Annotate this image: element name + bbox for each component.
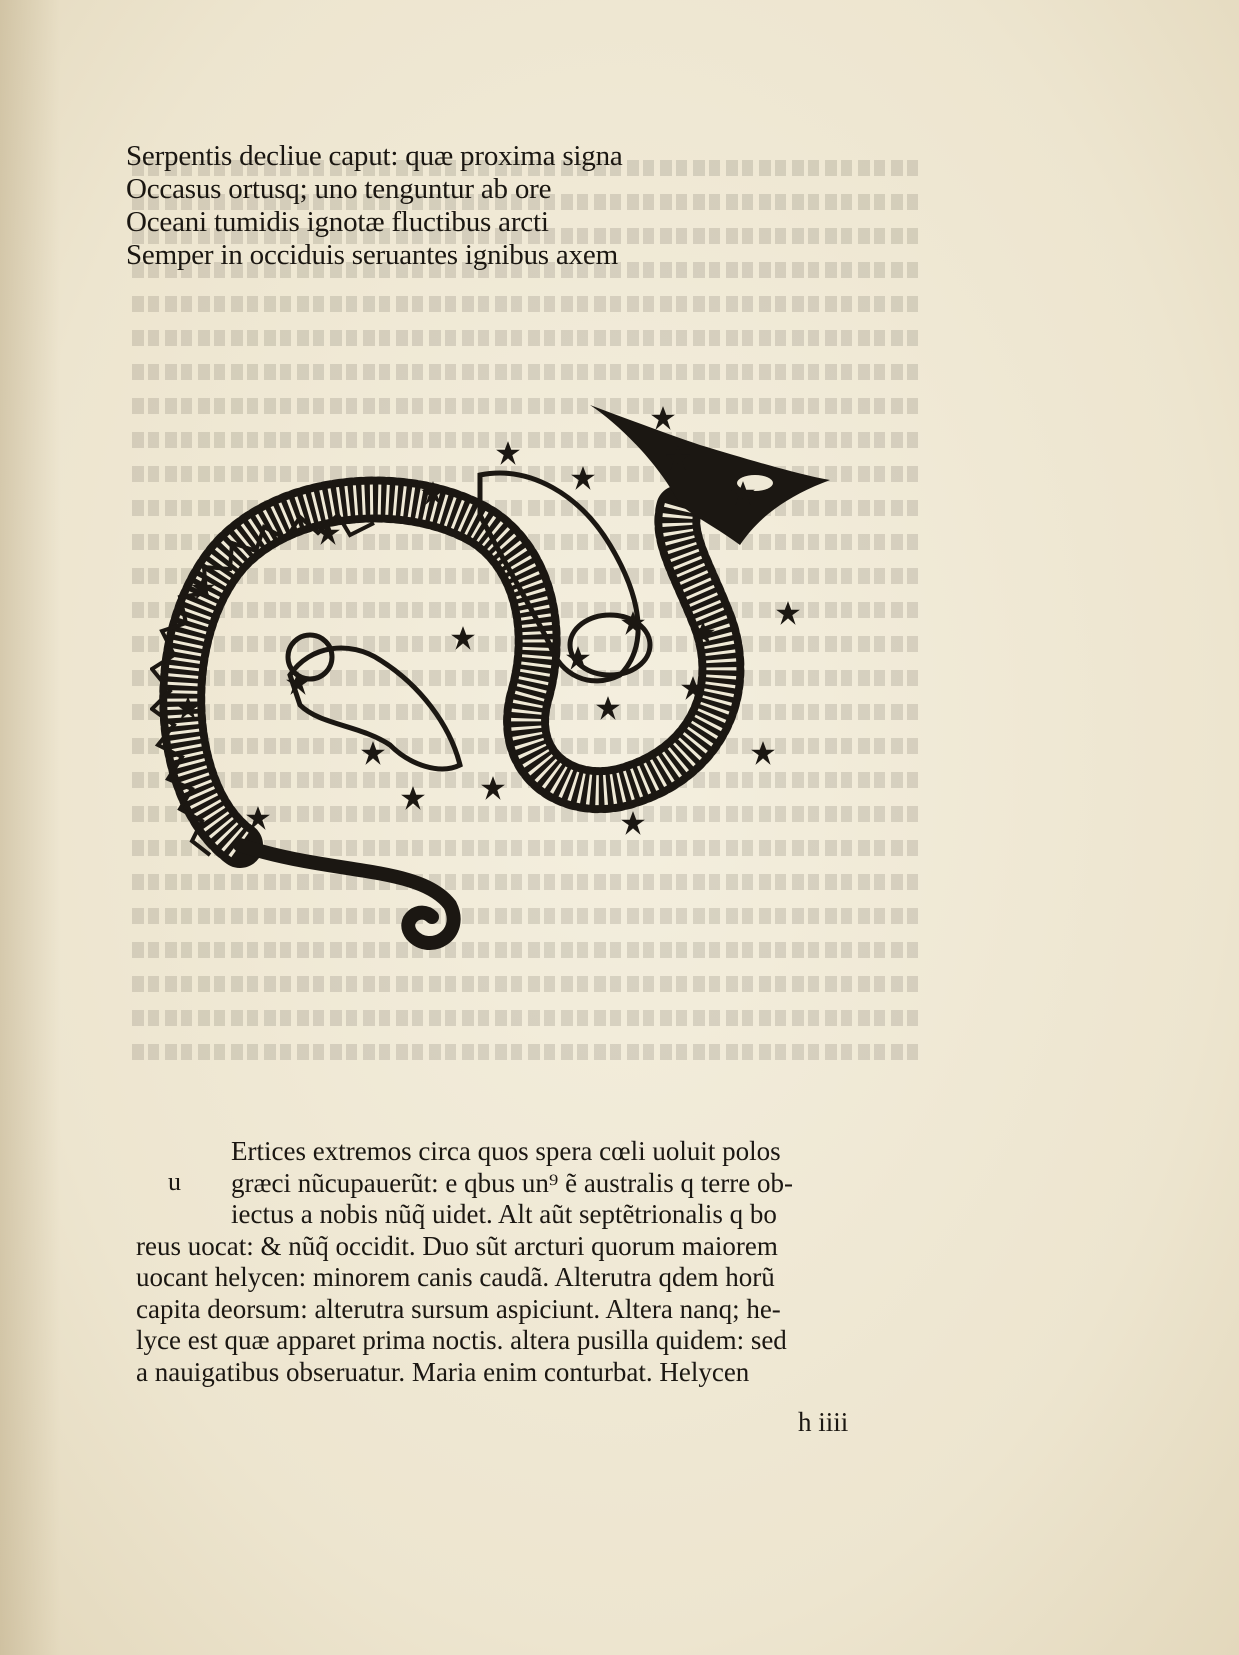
prose-line: lyce est quæ apparet prima noctis. altera pusilla quidem: sed [136,1325,787,1355]
prose-line: a nauigatibus obseruatur. Maria enim conturbat. Helycen [136,1356,750,1387]
prose-line: uocant helycen: minorem canis caudã. Alterutra qdem horũ [136,1262,775,1292]
prose-line: capita deorsum: alterutra sursum aspiciunt. Altera nanq; he- [136,1293,781,1324]
verse-line: Oceani tumidis ignotæ fluctibus arcti [126,206,549,238]
signature-mark: h iiii [798,1407,849,1437]
prose-line: græci nũcupauerũt: e qbus un⁹ ẽ australis q terre ob- [231,1167,793,1198]
prose-line: reus uocat: & nũq̃ occidit. Duo sũt arcturi quorum maiorem [136,1230,778,1261]
prose-line: iectus a nobis nũq̃ uidet. Alt aũt septẽtrionalis q bo [231,1199,777,1229]
verse-line: Occasus ortusq; uno tenguntur ab ore [126,173,552,205]
verse-block [126,140,746,272]
verse-line: Serpentis decliue caput: quæ proxima signa [126,140,623,172]
guide-letter: u [168,1167,181,1196]
dragon-woodcut-illustration [150,405,880,995]
prose-line: Ertices extremos circa quos spera cœli uoluit polos [231,1136,781,1166]
verse-line: Semper in occiduis seruantes ignibus axem [126,239,618,271]
prose-block [136,1136,916,1388]
binding-edge-shadow [0,0,60,1655]
